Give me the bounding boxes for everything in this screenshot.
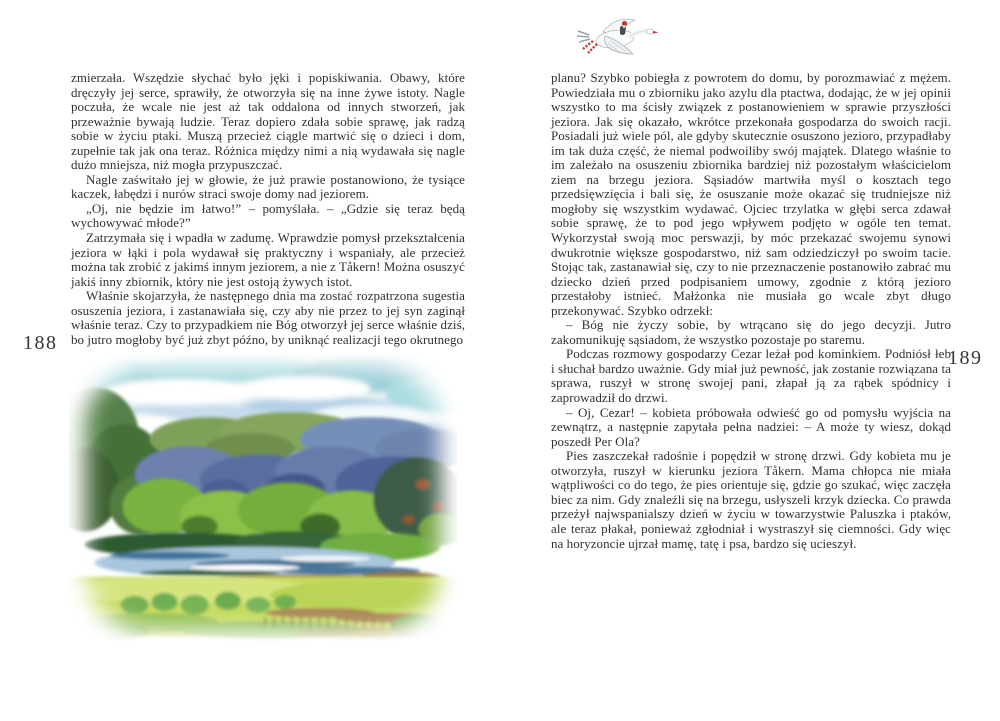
paragraph: planu? Szybko pobiegła z powrotem do domu, by porozmawiać z mężem. Powiedziała mu o zbiorniku jako azylu dla ptactwa, dodając, że w jej opinii wszystko to ma ścisły związek z postanowieniem w sprawie przyszłości jeziora. Jak się okazało, wkrótce przekonała gospodarza do swoich racji. Posiadali już wiele pól, ale gdyby skutecznie osuszono jezioro, przypadłaby im tak duża część, że niemal podwoiliby swój majątek. Dlatego właśnie to im zależało na osuszeniu zbiornika bardziej niż pozostałym właścicielom ziem na brzegu jeziora. Sąsiadów martwiła myśl o kosztach tego przedsięwzięcia i bali się, że osuszanie może okazać się trudniejsze niż mogłoby się wszystkim wydawać. Ojciec trzylatka w głębi serca zdawał sobie sprawę, że to pod jego wpływem podjęto w ogóle ten temat. Wykorzystał swoją moc perswazji, by móc przekazać swojemu synowi dwukrotnie większe gospodarstwo, niż sam odziedziczył po swoim tacie. Stojąc tak, zastanawiał się, czy to nie przeznaczenie postanowiło zabrać mu dziecko dzień przed podpisaniem umowy, zgodnie z którą jezioro przestałoby istnieć. Małżonka nie musiała go wcale zbyt długo przekonywać. Szybko odrzekł: xyxy=(551,70,951,318)
paragraph: „Oj, nie będzie im łatwo!” – pomyślała. – „Gdzie się teraz będą wychowywać młode?” xyxy=(71,200,465,231)
flying-goose-vignette-icon xyxy=(574,13,660,59)
page-number-left: 188 xyxy=(23,332,58,354)
paragraph: Właśnie skojarzyła, że następnego dnia ma zostać rozpatrzona sugestia osuszenia jeziora, i zastanawiała się, czy aby nie przez to jej syn zaginął właśnie teraz. Czy to przypadkiem nie Bóg otworzył jej serce właśnie dziś, bo jutro mogłoby być już zbyt późno, by uniknąć realizacji tego okrutnego xyxy=(71,288,465,347)
paragraph: Podczas rozmowy gospodarzy Cezar leżał pod kominkiem. Podniósł łeb i słuchał bardzo uważnie. Gdy miał już pewność, jak zostanie rozwiązana ta sprawa, ruszył w stronę swojej pani, złapał ją za rąbek spódnicy i zaprowadził do drzwi. xyxy=(551,346,951,406)
paragraph: Zatrzymała się i wpadła w zadumę. Wprawdzie pomysł przekształcenia jeziora w łąki i pola wydawał się praktyczny i wspaniały, ale przecież można tak zrobić z jakimś innym jeziorem, a nie z Tåkern! Można osuszyć jakiś inny zbiornik, który nie jest ostoją żywych istot. xyxy=(71,230,465,289)
page-right xyxy=(500,0,1000,721)
page-number-right: 189 xyxy=(948,347,983,369)
paragraph: – Oj, Cezar! – kobieta próbowała odwieść go od pomysłu wyjścia na zewnątrz, a następnie zapytała pełna nadziei: – A może ty wiesz, dokąd poszedł Per Ola? xyxy=(551,404,951,449)
right-text-column xyxy=(551,71,951,551)
paragraph: – Bóg nie życzy sobie, by wtrącano się do jego decyzji. Jutro zakomunikuję sąsiadom, że wszystko pozostaje po staremu. xyxy=(551,317,951,347)
lake-landscape-illustration xyxy=(69,354,457,647)
paragraph: zmierzała. Wszędzie słychać było jęki i popiskiwania. Obawy, które dręczyły jej serce, sprawiły, że otworzyła się na inne żywe istoty. Nagle poczuła, że wcale nie jest aż tak oddalona od innych stworzeń, jak przeważnie bywają ludzie. Teraz dopiero zdała sobie sprawę, jak radzą sobie w życiu ptaki. Muszą przecież ciągle martwić się o dzieci i dom, zupełnie tak jak ona teraz. Różnica między nimi a nią wydawała się nagle dużo mniejsza, niż mogła przypuszczać. xyxy=(71,70,465,173)
left-text-column xyxy=(71,71,465,347)
paragraph: Pies zaszczekał radośnie i popędził w stronę drzwi. Gdy kobieta mu je otworzyła, ruszył w kierunku jeziora Tåkern. Mama chłopca nie miała wątpliwości co do tego, że pies orientuje się, gdzie go szukać, więc zaczęła biec za nim. Gdy znaleźli się na brzegu, usłyszeli krzyk dziecka. Co prawda przeżył najwspanialszy dzień w życiu w towarzystwie Paluszka i ptaków, ale teraz płakał, ponieważ zgłodniał i wystraszył się ciemności. Gdy więc na horyzoncie ujrzał mamę, tatę i psa, bardzo się ucieszył. xyxy=(551,448,951,551)
paragraph: Nagle zaświtało jej w głowie, że już prawie postanowiono, że tysiące kaczek, łabędzi i nurów straci swoje domy nad jeziorem. xyxy=(71,171,465,202)
